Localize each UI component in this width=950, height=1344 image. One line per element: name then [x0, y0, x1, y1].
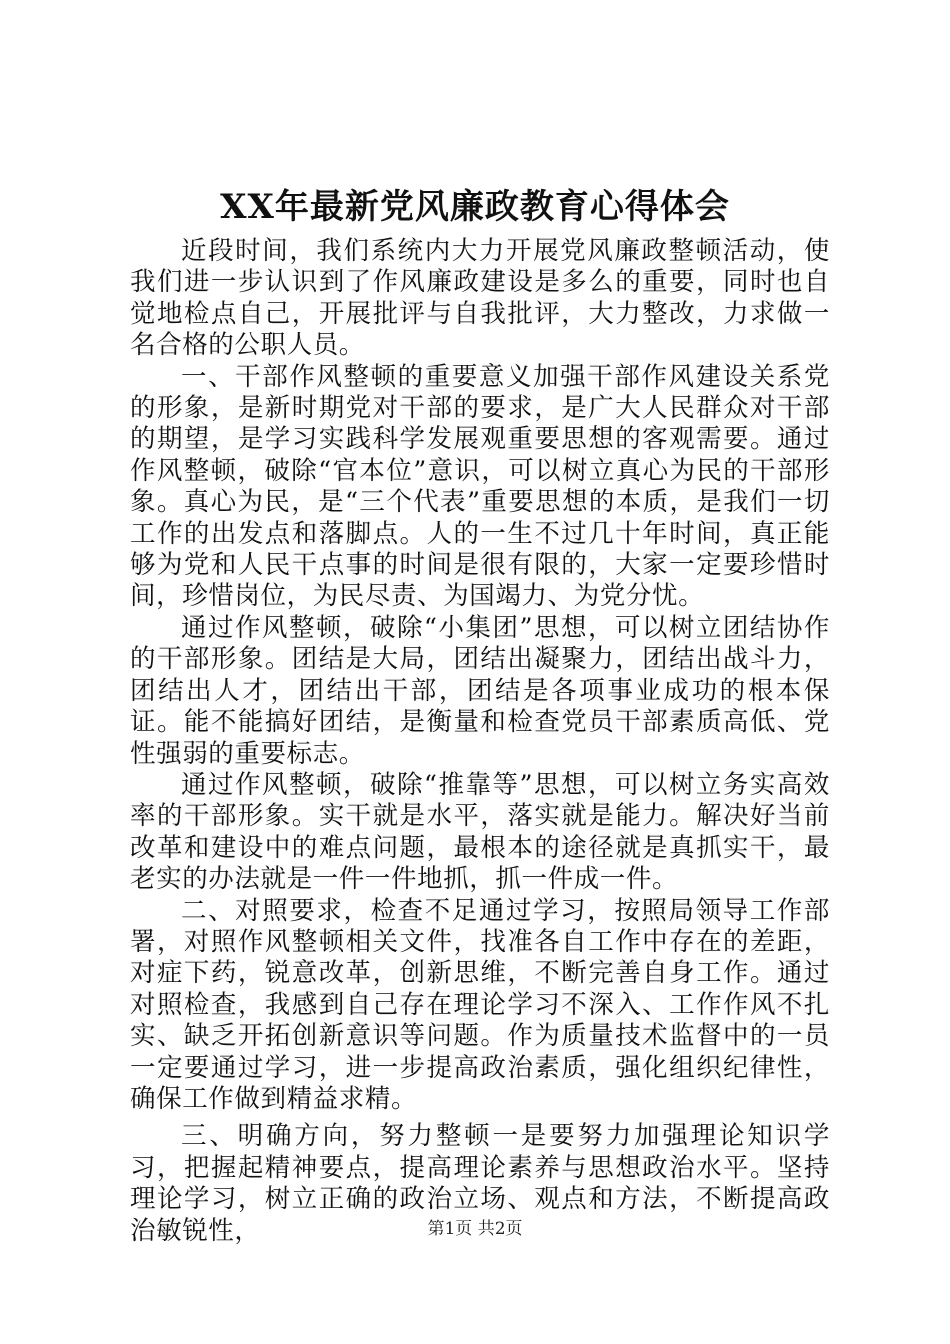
paragraph-unity: 通过作风整顿，破除“小集团”思想，可以树立团结协作的干部形象。团结是大局，团结出凝聚力，团结出战斗力，团结出人才，团结出干部，团结是各项事业成功的根本保证。能不能搞好团结，是衡量和检查党员干部素质高低、党性强弱的重要标志。 [130, 612, 830, 769]
paragraph-section-one: 一、干部作风整顿的重要意义加强干部作风建设关系党的形象，是新时期党对干部的要求，是广大人民群众对干部的期望，是学习实践科学发展观重要思想的客观需要。通过作风整顿，破除“官本位”意识，可以树立真心为民的干部形象。真心为民，是“三个代表”重要思想的本质，是我们一切工作的出发点和落脚点。人的一生不过几十年时间，真正能够为党和人民干点事的时间是很有限的，大家一定要珍惜时间，珍惜岗位，为民尽责、为国竭力、为党分忧。 [130, 361, 830, 612]
document-title: XX年最新党风廉政教育心得体会 [220, 187, 730, 227]
paragraph-intro: 近段时间，我们系统内大力开展党风廉政整顿活动，使我们进一步认识到了作风廉政建设是多么的重要，同时也自觉地检点自己，开展批评与自我批评，大力整改，力求做一名合格的公职人员。 [130, 236, 830, 361]
paragraph-section-two: 二、对照要求，检查不足通过学习，按照局领导工作部署，对照作风整顿相关文件，找准各自工作中存在的差距，对症下药，锐意改革，创新思维，不断完善自身工作。通过对照检查，我感到自己存在理论学习不深入、工作作风不扎实、缺乏开拓创新意识等问题。作为质量技术监督中的一员一定要通过学习，进一步提高政治素质，强化组织纪律性，确保工作做到精益求精。 [130, 895, 830, 1114]
paragraph-efficiency: 通过作风整顿，破除“推靠等”思想，可以树立务实高效率的干部形象。实干就是水平，落实就是能力。解决好当前改革和建设中的难点问题，最根本的途径就是真抓实干，最老实的办法就是一件一件地抓，抓一件成一件。 [130, 769, 830, 895]
page-footer: 第1页 共2页 [427, 1219, 523, 1239]
document-body [130, 236, 830, 1247]
paragraph-section-three: 三、明确方向，努力整顿一是要努力加强理论知识学习，把握起精神要点，提高理论素养与思想政治水平。坚持理论学习，树立正确的政治立场、观点和方法，不断提高政治敏锐性， [130, 1121, 830, 1246]
